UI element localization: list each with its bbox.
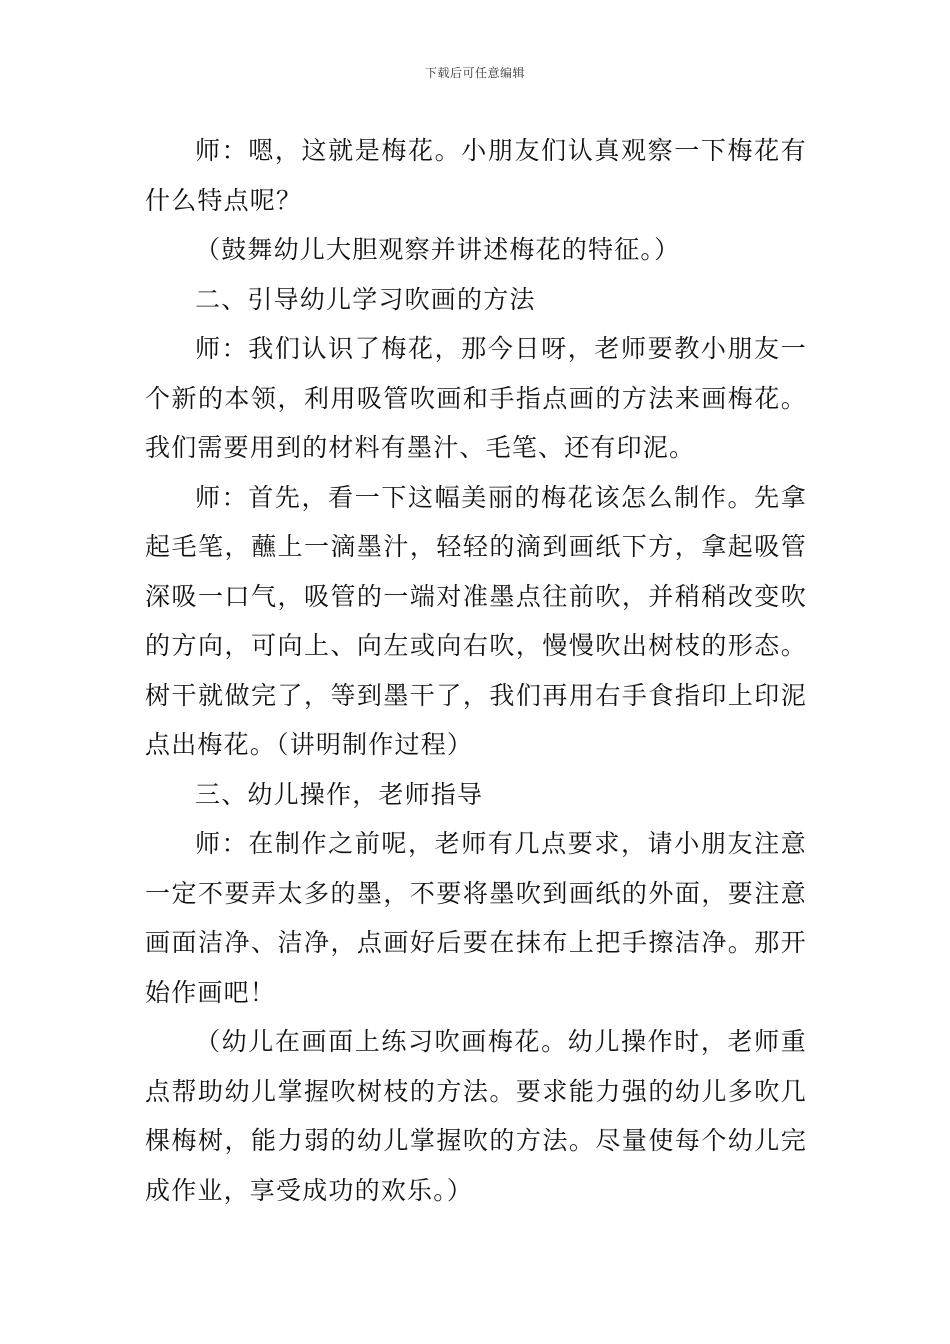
paragraph-4: 师：我们认识了梅花，那今日呀，老师要教小朋友一个新的本领，利用吸管吹画和手指点画的方法来画梅花。我们需要用到的材料有墨汁、毛笔、还有印泥。 (145, 334, 807, 462)
paragraph-7: 师：在制作之前呢，老师有几点要求，请小朋友注意一定不要弄太多的墨，不要将墨吹到画纸的外面，要注意画面洁净、洁净，点画好后要在抹布上把手擦洁净。那开始作画吧！ (145, 829, 807, 1007)
page-header: 下载后可任意编辑 (424, 66, 525, 80)
paragraph-5: 师：首先，看一下这幅美丽的梅花该怎么制作。先拿起毛笔，蘸上一滴墨汁，轻轻的滴到画纸下方，拿起吸管深吸一口气，吸管的一端对准墨点往前吹，并稍稍改变吹的方向，可向上、向左或向右吹，慢慢吹出树枝的形态。树干就做完了，等到墨干了，我们再用右手食指印上印泥点出梅花。（讲明制作过程） (145, 482, 807, 759)
section-heading-3: 三、幼儿操作，老师指导 (195, 779, 484, 809)
paragraph-8: （幼儿在画面上练习吹画梅花。幼儿操作时，老师重点帮助幼儿掌握吹树枝的方法。要求能力强的幼儿多吹几棵梅树，能力弱的幼儿掌握吹的方法。尽量使每个幼儿完成作业，享受成功的欢乐。） (145, 1027, 807, 1205)
paragraph-1: 师：嗯，这就是梅花。小朋友们认真观察一下梅花有什么特点呢？ (145, 136, 807, 215)
document-body (145, 126, 807, 1215)
section-heading-2: 二、引导幼儿学习吹画的方法 (195, 284, 536, 314)
paragraph-2: （鼓舞幼儿大胆观察并讲述梅花的特征。） (195, 235, 681, 264)
